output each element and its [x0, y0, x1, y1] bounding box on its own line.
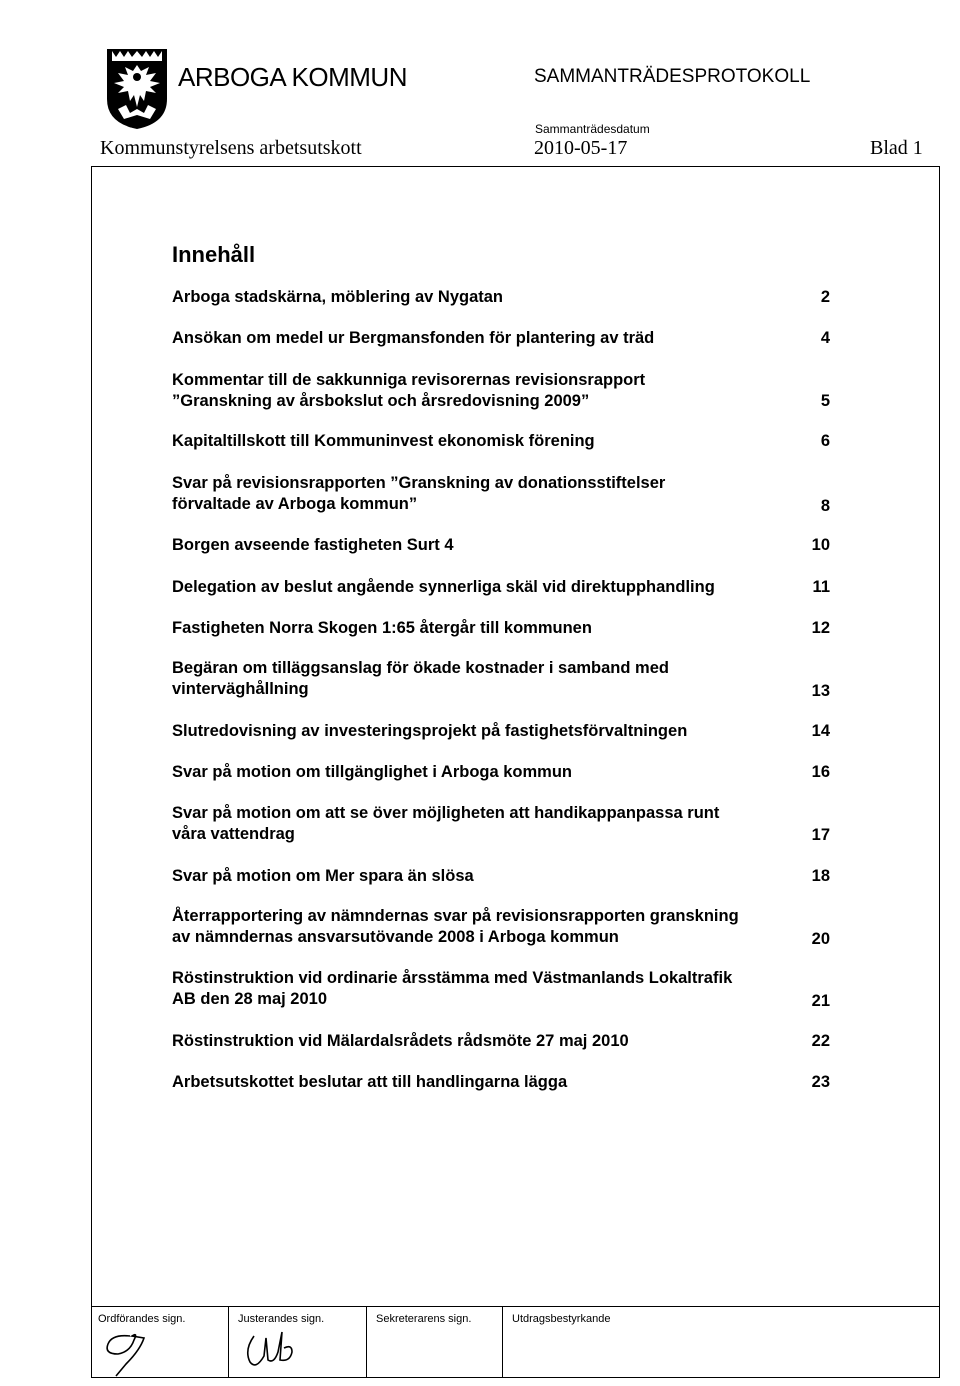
toc-item-page: 5 [820, 392, 830, 410]
toc-item-page: 11 [812, 578, 830, 596]
toc-item-title: Arboga stadskärna, möblering av Nygatan [172, 288, 504, 306]
municipal-coat-of-arms-icon [104, 47, 170, 131]
meeting-date-label: Sammanträdesdatum [535, 122, 650, 136]
toc-item-page: 18 [811, 867, 830, 885]
toc-item-page: 22 [811, 1032, 830, 1050]
toc-item-title: Arbetsutskottet beslutar att till handlingarna lägga [172, 1073, 568, 1091]
toc-item-title: Svar på motion om att se över möjligheten att handikappanpassa runt våra vattendrag [172, 804, 720, 843]
toc-item-title: Borgen avseende fastigheten Surt 4 [172, 536, 454, 554]
adjuster-signature-label: Justerandes sign. [238, 1313, 325, 1325]
toc-item-title: Röstinstruktion vid ordinarie årsstämma med Västmanlands Lokaltrafik AB den 28 maj 2010 [172, 969, 733, 1008]
toc-item-title: Kommentar till de sakkunniga revisorernas revisionsrapport ”Granskning av årsbokslut och årsredovisning 2009” [172, 371, 646, 410]
toc-item-page: 23 [811, 1073, 830, 1091]
toc-item-title: Delegation av beslut angående synnerliga skäl vid direktupphandling [172, 578, 715, 596]
toc-item-page: 8 [820, 497, 830, 515]
toc-item-title: Röstinstruktion vid Mälardalsrådets rådsmöte 27 maj 2010 [172, 1032, 629, 1050]
toc-item-title: Slutredovisning av investeringsprojekt på fastighetsförvaltningen [172, 722, 688, 740]
contents-heading: Innehåll [172, 242, 256, 267]
chair-signature-label: Ordförandes sign. [98, 1313, 186, 1325]
toc-item-title: Ansökan om medel ur Bergmansfonden för plantering av träd [172, 329, 655, 347]
extract-certification-label: Utdragsbestyrkande [512, 1313, 611, 1325]
sheet-number: Blad 1 [870, 137, 923, 159]
toc-item-page: 21 [811, 992, 830, 1010]
secretary-signature-label: Sekreterarens sign. [376, 1313, 472, 1325]
toc-item-page: 20 [811, 930, 830, 948]
signature-divider [228, 1306, 229, 1378]
chair-signature-scribble [100, 1330, 160, 1380]
toc-item-page: 14 [811, 722, 830, 740]
toc-item-page: 16 [811, 763, 830, 781]
toc-item-title: Begäran om tilläggsanslag för ökade kostnader i samband med vinterväghållning [172, 659, 669, 698]
meeting-date: 2010-05-17 [534, 137, 628, 159]
toc-item-page: 13 [811, 682, 830, 700]
toc-item-page: 17 [811, 826, 830, 844]
document-type: SAMMANTRÄDESPROTOKOLL [534, 66, 811, 87]
toc-item-title: Återrapportering av nämndernas svar på revisionsrapporten granskning av nämndernas ansvarsutövande 2008 i Arboga kommun [172, 907, 739, 946]
toc-item-page: 12 [811, 619, 830, 637]
toc-item-page: 10 [811, 536, 830, 554]
signature-divider [366, 1306, 367, 1378]
toc-item-page: 6 [820, 432, 830, 450]
toc-item-title: Kapitaltillskott till Kommuninvest ekonomisk förening [172, 432, 595, 450]
toc-item-title: Fastigheten Norra Skogen 1:65 återgår till kommunen [172, 619, 592, 637]
signature-divider [502, 1306, 503, 1378]
toc-item-title: Svar på revisionsrapporten ”Granskning av donationsstiftelser förvaltade av Arboga kommun” [172, 474, 666, 513]
toc-item-page: 4 [820, 329, 830, 347]
toc-item-title: Svar på motion om Mer spara än slösa [172, 867, 474, 885]
adjuster-signature-scribble [240, 1326, 300, 1378]
toc-item-title: Svar på motion om tillgänglighet i Arboga kommun [172, 763, 572, 781]
organization-name: ARBOGA KOMMUN [178, 62, 407, 92]
committee-name: Kommunstyrelsens arbetsutskott [100, 137, 362, 159]
toc-item-page: 2 [820, 288, 830, 306]
